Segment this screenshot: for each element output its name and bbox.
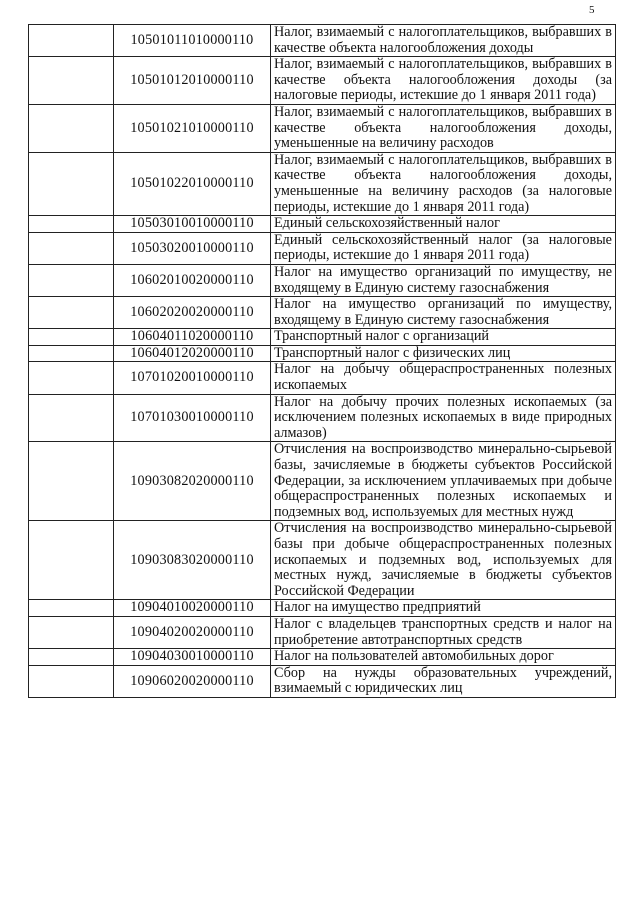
table-row (29, 442, 616, 521)
code-cell: 10503020010000110 (114, 232, 271, 264)
description-cell: Сбор на нужды образовательных учреждений, взимаемый с юридических лиц (271, 665, 616, 697)
table-row (29, 264, 616, 296)
description-cell: Налог на имущество предприятий (271, 600, 616, 617)
table-row (29, 152, 616, 215)
empty-cell (29, 362, 114, 394)
description-cell: Единый сельскохозяйственный налог (271, 216, 616, 233)
table-row (29, 600, 616, 617)
table-row (29, 57, 616, 105)
code-cell: 10604011020000110 (114, 329, 271, 346)
revenue-codes-table (28, 24, 616, 698)
table-row (29, 345, 616, 362)
empty-cell (29, 665, 114, 697)
empty-cell (29, 297, 114, 329)
empty-cell (29, 345, 114, 362)
empty-cell (29, 216, 114, 233)
description-cell: Налог с владельцев транспортных средств и налог на приобретение автотранспортных средств (271, 616, 616, 648)
description-cell: Налог, взимаемый с налогоплательщиков, выбравших в качестве объекта налогообложения доходы, уменьшенные на величину расходов (за налоговые периоды, истекшие до 1 января 2011 года) (271, 152, 616, 215)
code-cell: 10701030010000110 (114, 394, 271, 442)
empty-cell (29, 57, 114, 105)
description-cell: Транспортный налог с организаций (271, 329, 616, 346)
empty-cell (29, 232, 114, 264)
description-cell: Налог, взимаемый с налогоплательщиков, выбравших в качестве объекта налогообложения доходы (271, 25, 616, 57)
code-cell: 10904010020000110 (114, 600, 271, 617)
code-cell: 10903082020000110 (114, 442, 271, 521)
description-cell: Транспортный налог с физических лиц (271, 345, 616, 362)
empty-cell (29, 152, 114, 215)
empty-cell (29, 649, 114, 666)
code-cell: 10501022010000110 (114, 152, 271, 215)
description-cell: Налог, взимаемый с налогоплательщиков, выбравших в качестве объекта налогообложения доходы, уменьшенные на величину расходов (271, 104, 616, 152)
code-cell: 10903083020000110 (114, 521, 271, 600)
code-cell: 10602020020000110 (114, 297, 271, 329)
code-cell: 10501012010000110 (114, 57, 271, 105)
code-cell: 10503010010000110 (114, 216, 271, 233)
description-cell: Налог на добычу прочих полезных ископаемых (за исключением полезных ископаемых в виде природных алмазов) (271, 394, 616, 442)
table-row (29, 665, 616, 697)
table-row (29, 104, 616, 152)
table-row (29, 25, 616, 57)
description-cell: Налог на добычу общераспространенных полезных ископаемых (271, 362, 616, 394)
code-cell: 10604012020000110 (114, 345, 271, 362)
page-number: 5 (589, 4, 595, 16)
empty-cell (29, 104, 114, 152)
code-cell: 10904030010000110 (114, 649, 271, 666)
description-cell: Единый сельскохозяйственный налог (за налоговые периоды, истекшие до 1 января 2011 года) (271, 232, 616, 264)
description-cell: Налог на имущество организаций по имуществу, входящему в Единую систему газоснабжения (271, 297, 616, 329)
table-row (29, 394, 616, 442)
empty-cell (29, 600, 114, 617)
empty-cell (29, 394, 114, 442)
table-row (29, 649, 616, 666)
code-cell: 10904020020000110 (114, 616, 271, 648)
table-row (29, 521, 616, 600)
description-cell: Налог на имущество организаций по имуществу, не входящему в Единую систему газоснабжения (271, 264, 616, 296)
table-row (29, 216, 616, 233)
table-row (29, 232, 616, 264)
empty-cell (29, 521, 114, 600)
table-row (29, 297, 616, 329)
description-cell: Налог на пользователей автомобильных дорог (271, 649, 616, 666)
empty-cell (29, 442, 114, 521)
empty-cell (29, 264, 114, 296)
table-row (29, 616, 616, 648)
table-row (29, 362, 616, 394)
empty-cell (29, 25, 114, 57)
code-cell: 10602010020000110 (114, 264, 271, 296)
table-row (29, 329, 616, 346)
description-cell: Налог, взимаемый с налогоплательщиков, выбравших в качестве объекта налогообложения доходы (за налоговые периоды, истекшие до 1 января 2011 года) (271, 57, 616, 105)
description-cell: Отчисления на воспроизводство минерально-сырьевой базы при добыче общераспространенных полезных ископаемых и подземных вод, используемых для местных нужд, зачисляемые в бюджеты субъектов Российской Федерации (271, 521, 616, 600)
code-cell: 10906020020000110 (114, 665, 271, 697)
empty-cell (29, 329, 114, 346)
code-cell: 10501021010000110 (114, 104, 271, 152)
code-cell: 10701020010000110 (114, 362, 271, 394)
description-cell: Отчисления на воспроизводство минерально-сырьевой базы, зачисляемые в бюджеты субъектов Российской Федерации, за исключением уплачиваемых при добыче общераспространенных полезных ископаемых и подземных вод, используемых для местных нужд (271, 442, 616, 521)
empty-cell (29, 616, 114, 648)
code-cell: 10501011010000110 (114, 25, 271, 57)
